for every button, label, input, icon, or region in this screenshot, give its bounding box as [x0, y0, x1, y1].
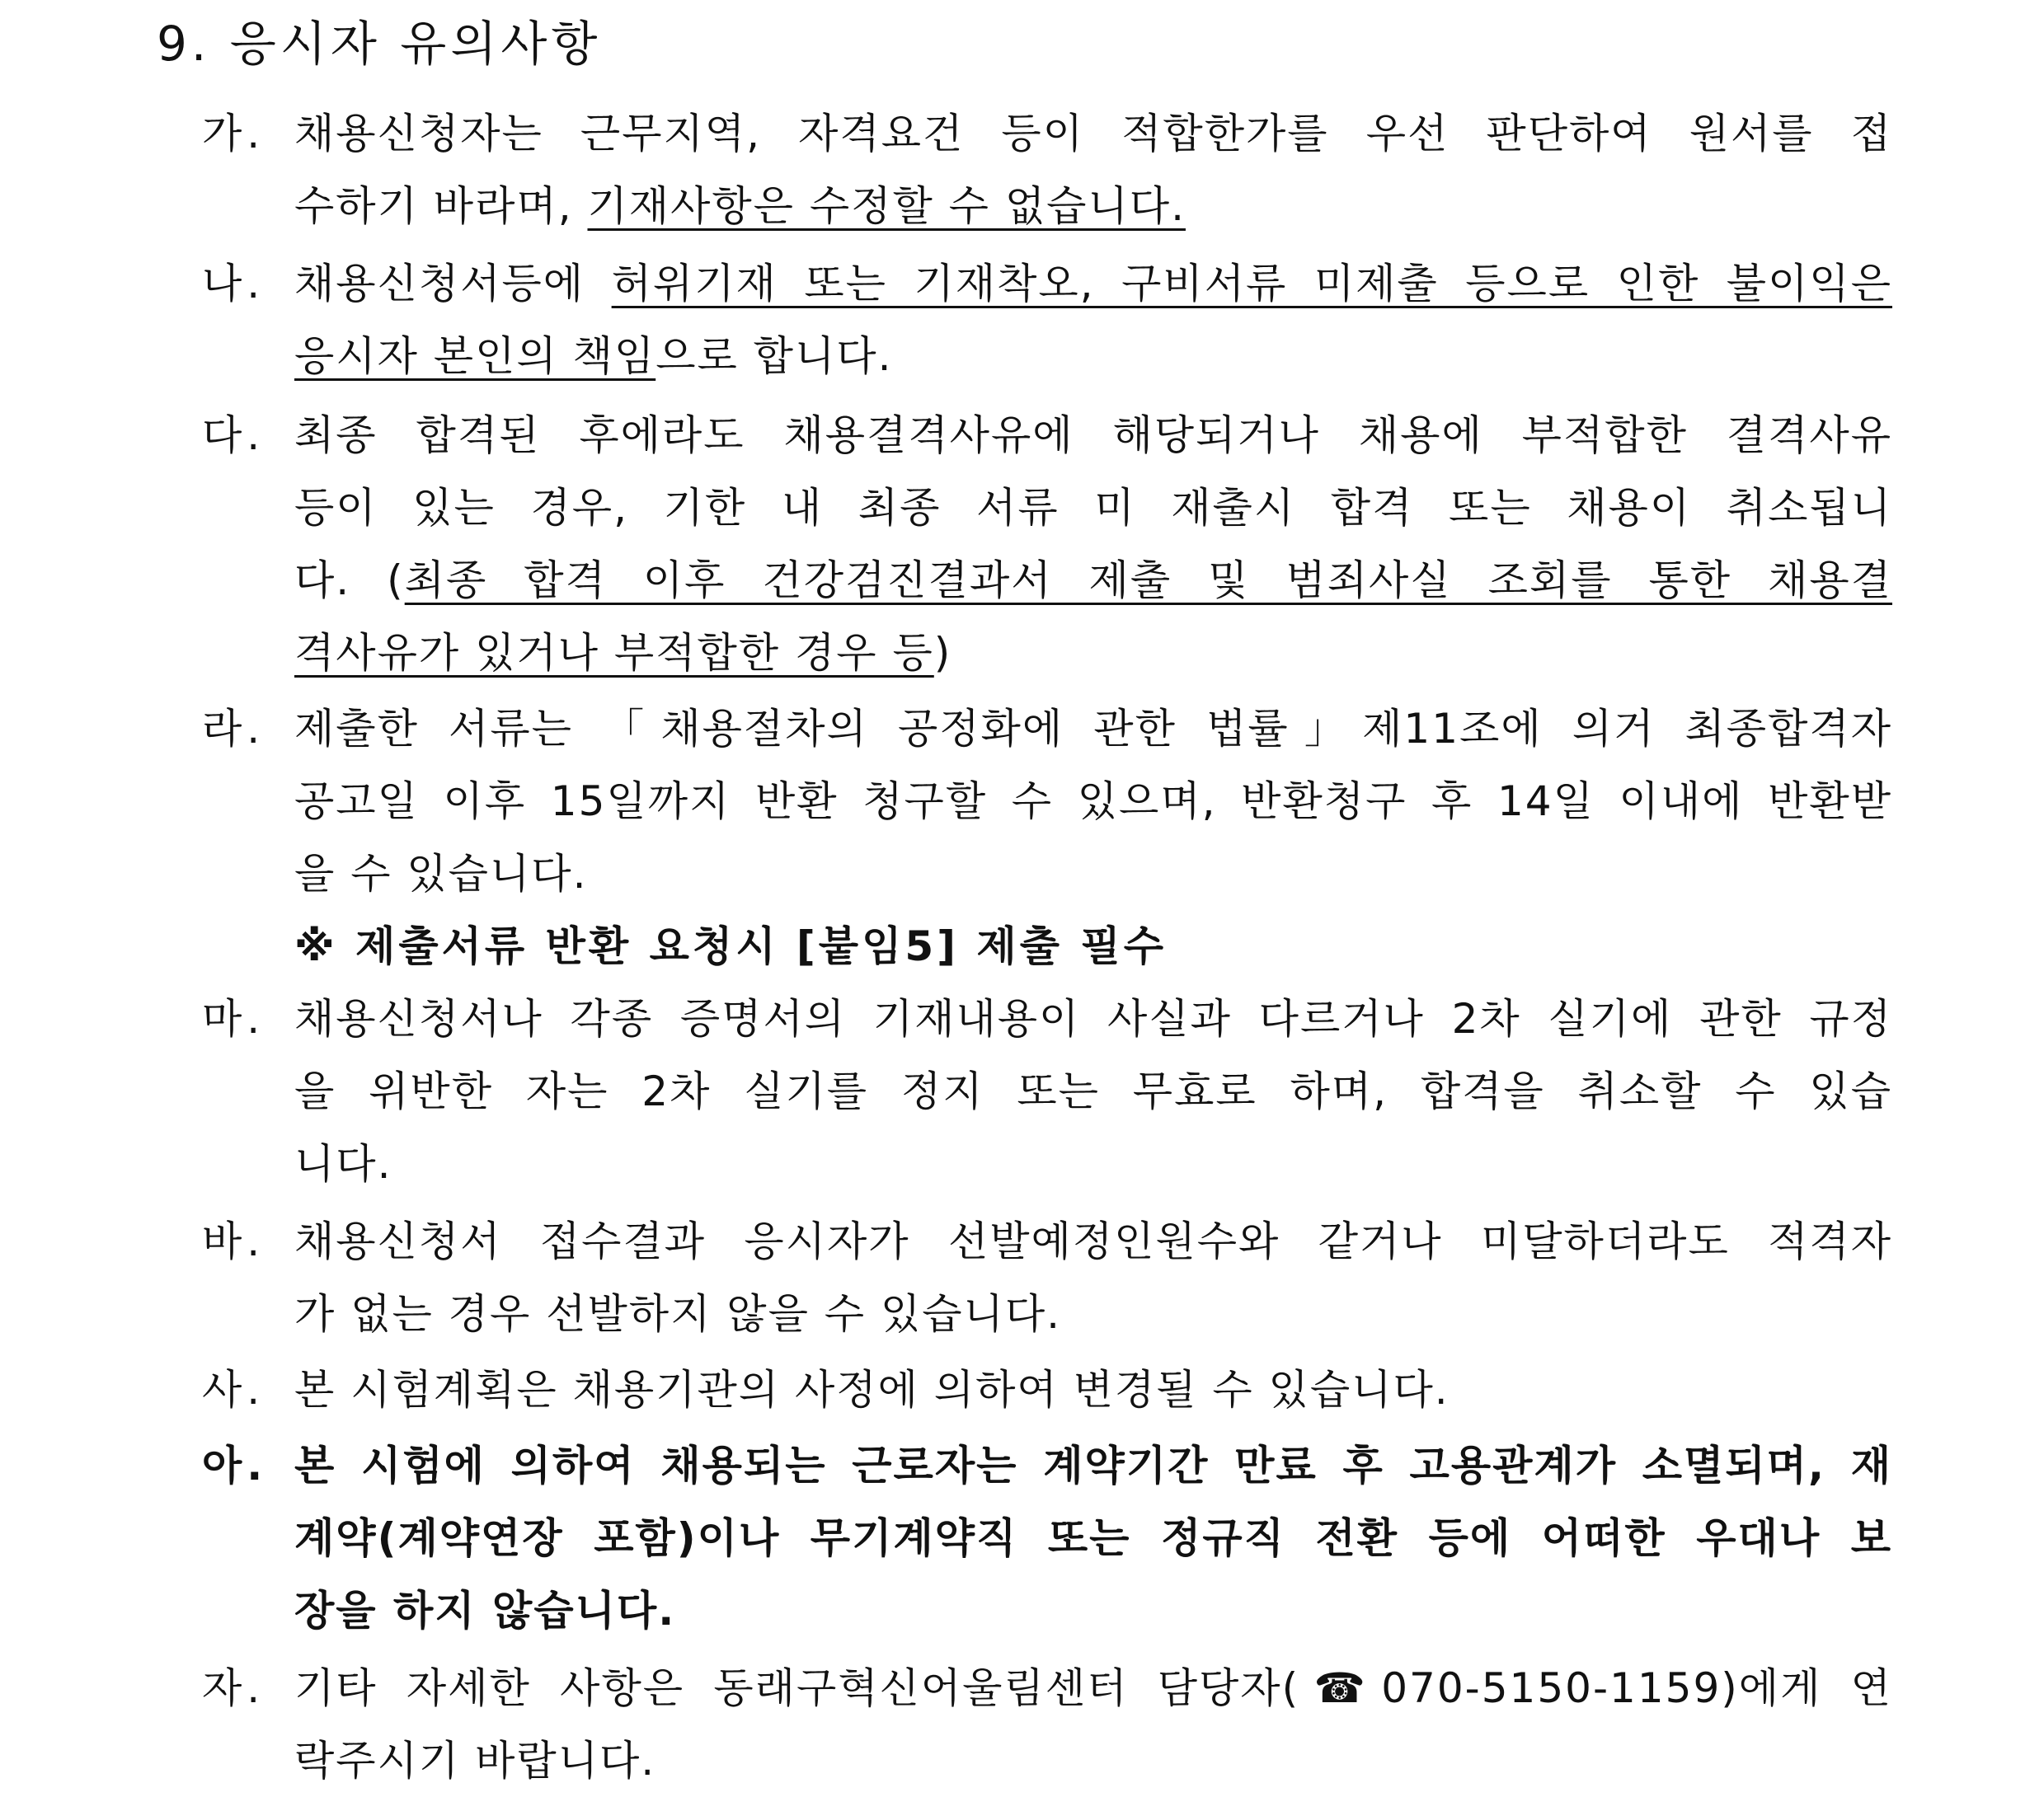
- emphasized-text: 격사유가 있거나 부적합한 경우 등: [294, 629, 934, 677]
- item-line: [294, 399, 1892, 472]
- item-line: [294, 1278, 1892, 1350]
- item-marker: 아.: [202, 1442, 268, 1490]
- item-line: [294, 838, 1892, 910]
- item-marker: 나.: [202, 260, 265, 307]
- item-marker: 마.: [202, 995, 265, 1043]
- notice-item: [202, 1429, 1892, 1647]
- item-marker: 라.: [202, 705, 265, 753]
- body-text: 니다.: [294, 1140, 392, 1188]
- item-line: [294, 170, 1892, 242]
- body-text: 락주시기 바랍니다.: [294, 1737, 656, 1785]
- emphasized-text: 허위기재 또는 기재착오, 구비서류 미제출 등으로 인한 불이익은: [611, 260, 1892, 307]
- item-line: [294, 617, 1892, 689]
- body-text: 을 수 있습니다.: [294, 850, 588, 898]
- body-text: 채용신청서 접수결과 응시자가 선발예정인원수와 같거나 미달하더라도 적격자: [294, 1218, 1892, 1265]
- body-text: 장을 하지 않습니다.: [294, 1587, 676, 1635]
- notice-item: [202, 247, 1892, 392]
- body-text: 수하기 바라며,: [294, 182, 588, 230]
- item-marker: 자.: [202, 1664, 265, 1712]
- item-line: [294, 692, 1892, 765]
- item-line: [294, 1574, 1892, 1647]
- body-text: 다. (: [294, 556, 405, 604]
- body-text: 제출한 서류는 「채용절차의 공정화에 관한 법률」제11조에 의거 최종합격자: [294, 705, 1892, 753]
- item-line: [294, 1502, 1892, 1574]
- emphasized-text: 기재사항은 수정할 수 없습니다.: [587, 182, 1186, 230]
- item-line: [294, 320, 1892, 392]
- item-line: [294, 1128, 1892, 1200]
- item-marker: 다.: [202, 411, 265, 459]
- emphasized-text: 최종 합격 이후 건강검진결과서 제출 및 범죄사실 조회를 통한 채용결: [404, 556, 1892, 604]
- notice-item: [202, 399, 1892, 689]
- item-line: [294, 1055, 1892, 1128]
- item-marker: 바.: [202, 1218, 265, 1265]
- body-text: 최종 합격된 후에라도 채용결격사유에 해당되거나 채용에 부적합한 결격사유: [294, 411, 1892, 459]
- item-line: [294, 1429, 1892, 1502]
- notice-item: [202, 692, 1892, 983]
- body-text: ): [933, 629, 952, 677]
- notice-item: [202, 1205, 1892, 1350]
- item-line: [294, 1724, 1892, 1797]
- item-note: ※ 제출서류 반환 요청시 [붙임5] 제출 필수: [294, 922, 1168, 970]
- body-text: 등이 있는 경우, 기한 내 최종 서류 미 재출시 합격 또는 채용이 취소됩니: [294, 484, 1892, 532]
- notice-item: [202, 97, 1892, 242]
- body-text: 채용신청서등에: [294, 260, 612, 307]
- body-text: 가 없는 경우 선발하지 않을 수 있습니다.: [294, 1290, 1062, 1338]
- body-text: 채용신청서나 각종 증명서의 기재내용이 사실과 다르거나 2차 실기에 관한 규정: [294, 995, 1892, 1043]
- section-heading: 9. 응시자 유의사항: [157, 16, 602, 72]
- item-line: [294, 983, 1892, 1055]
- item-line: [294, 97, 1892, 170]
- body-text: 을 위반한 자는 2차 실기를 정지 또는 무효로 하며, 합격을 취소할 수 있습: [294, 1067, 1892, 1115]
- body-text: 본 시험계획은 채용기관의 사정에 의하여 변경될 수 있습니다.: [294, 1366, 1450, 1414]
- item-marker: 가.: [202, 110, 265, 157]
- item-line: [294, 765, 1892, 838]
- emphasized-text: 응시자 본인의 책임: [294, 332, 656, 380]
- item-line: [294, 1205, 1892, 1278]
- item-line: [294, 472, 1892, 544]
- notice-item: [202, 1652, 1892, 1797]
- body-text: 채용신청자는 근무지역, 자격요건 등이 적합한가를 우선 판단하여 원서를 접: [294, 110, 1892, 157]
- item-line: [294, 544, 1892, 617]
- body-text: 공고일 이후 15일까지 반환 청구할 수 있으며, 반환청구 후 14일 이내에 반환받: [294, 777, 1892, 825]
- body-text: 본 시험에 의하여 채용되는 근로자는 계약기간 만료 후 고용관계가 소멸되며, 재: [294, 1442, 1892, 1490]
- notice-item: [202, 1354, 1892, 1426]
- item-marker: 사.: [202, 1366, 265, 1414]
- item-line: [294, 1652, 1892, 1724]
- item-line: [294, 1354, 1892, 1426]
- body-text: 기타 자세한 사항은 동래구혁신어울림센터 담당자(☎070-5150-1159)에게 연: [294, 1664, 1892, 1712]
- notice-item: [202, 983, 1892, 1200]
- body-text: 계약(계약연장 포함)이나 무기계약직 또는 정규직 전환 등에 어떠한 우대나 보: [294, 1514, 1892, 1562]
- body-text: 으로 합니다.: [655, 332, 893, 380]
- item-line: [294, 247, 1892, 320]
